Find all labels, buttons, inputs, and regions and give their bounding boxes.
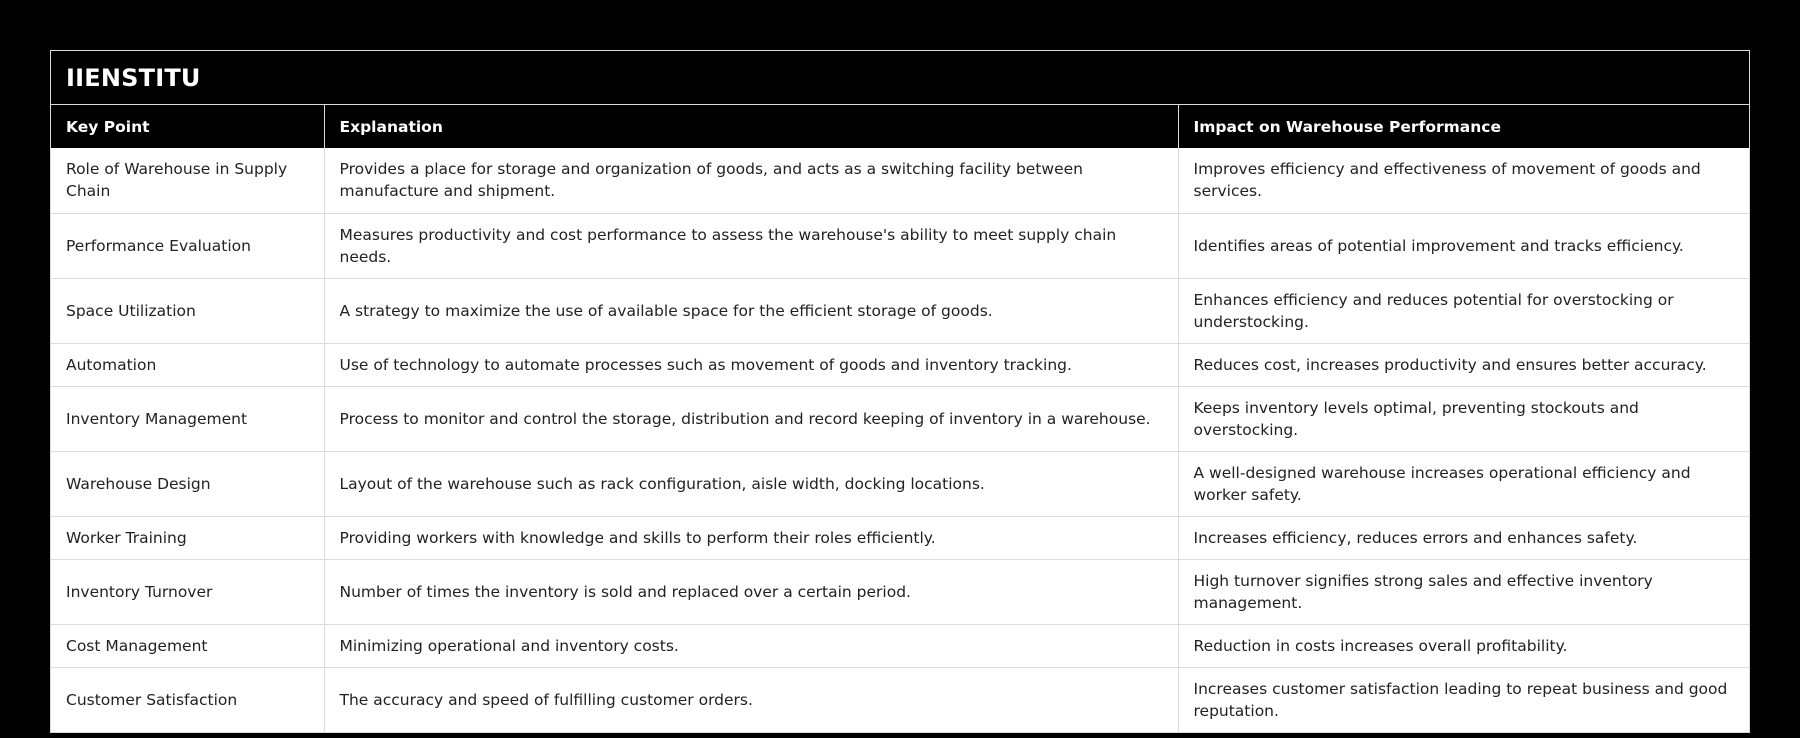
- header-row: [51, 105, 1749, 148]
- cell-key-point: Customer Satisfaction: [51, 667, 324, 732]
- data-table: [51, 105, 1749, 732]
- header-impact: Impact on Warehouse Performance: [1178, 105, 1749, 148]
- table-row: [51, 667, 1749, 732]
- cell-key-point: Inventory Turnover: [51, 559, 324, 624]
- cell-impact: Enhances efficiency and reduces potential for overstocking or understocking.: [1178, 278, 1749, 343]
- cell-explanation: Provides a place for storage and organization of goods, and acts as a switching facility between manufacture and shipment.: [324, 148, 1178, 213]
- cell-key-point: Worker Training: [51, 516, 324, 559]
- cell-explanation: Number of times the inventory is sold and replaced over a certain period.: [324, 559, 1178, 624]
- cell-explanation: A strategy to maximize the use of available space for the efficient storage of goods.: [324, 278, 1178, 343]
- cell-key-point: Cost Management: [51, 624, 324, 667]
- table-row: [51, 624, 1749, 667]
- cell-impact: Increases customer satisfaction leading to repeat business and good reputation.: [1178, 667, 1749, 732]
- header-explanation: Explanation: [324, 105, 1178, 148]
- cell-impact: Increases efficiency, reduces errors and enhances safety.: [1178, 516, 1749, 559]
- table-row: [51, 451, 1749, 516]
- table-row: [51, 559, 1749, 624]
- cell-explanation: Providing workers with knowledge and skills to perform their roles efficiently.: [324, 516, 1178, 559]
- cell-explanation: Layout of the warehouse such as rack configuration, aisle width, docking locations.: [324, 451, 1178, 516]
- table-row: [51, 386, 1749, 451]
- cell-impact: Keeps inventory levels optimal, preventing stockouts and overstocking.: [1178, 386, 1749, 451]
- cell-key-point: Inventory Management: [51, 386, 324, 451]
- cell-impact: Improves efficiency and effectiveness of movement of goods and services.: [1178, 148, 1749, 213]
- cell-key-point: Space Utilization: [51, 278, 324, 343]
- table-row: [51, 278, 1749, 343]
- cell-key-point: Warehouse Design: [51, 451, 324, 516]
- cell-impact: Identifies areas of potential improvement and tracks efficiency.: [1178, 213, 1749, 278]
- cell-impact: Reduces cost, increases productivity and ensures better accuracy.: [1178, 343, 1749, 386]
- cell-impact: High turnover signifies strong sales and effective inventory management.: [1178, 559, 1749, 624]
- data-table-container: [50, 50, 1750, 733]
- cell-explanation: Minimizing operational and inventory costs.: [324, 624, 1178, 667]
- table-row: [51, 213, 1749, 278]
- cell-explanation: The accuracy and speed of fulfilling customer orders.: [324, 667, 1178, 732]
- cell-explanation: Use of technology to automate processes such as movement of goods and inventory tracking.: [324, 343, 1178, 386]
- cell-key-point: Automation: [51, 343, 324, 386]
- cell-key-point: Performance Evaluation: [51, 213, 324, 278]
- cell-explanation: Measures productivity and cost performance to assess the warehouse's ability to meet supply chain needs.: [324, 213, 1178, 278]
- table-row: [51, 516, 1749, 559]
- cell-explanation: Process to monitor and control the storage, distribution and record keeping of inventory in a warehouse.: [324, 386, 1178, 451]
- cell-impact: Reduction in costs increases overall profitability.: [1178, 624, 1749, 667]
- table-row: [51, 148, 1749, 213]
- table-row: [51, 343, 1749, 386]
- header-key-point: Key Point: [51, 105, 324, 148]
- table-title: IIENSTITU: [51, 51, 1749, 105]
- cell-impact: A well-designed warehouse increases operational efficiency and worker safety.: [1178, 451, 1749, 516]
- cell-key-point: Role of Warehouse in Supply Chain: [51, 148, 324, 213]
